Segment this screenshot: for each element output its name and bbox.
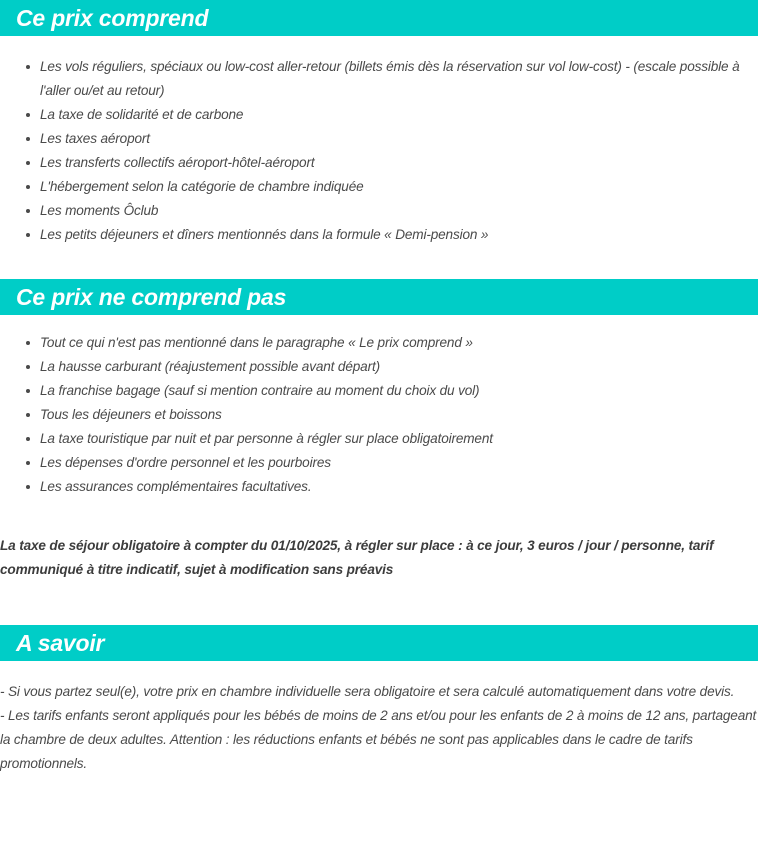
section-header-ce-prix-comprend: Ce prix comprend bbox=[0, 0, 758, 36]
section-a-savoir bbox=[0, 625, 758, 776]
list-item: Tous les déjeuners et boissons bbox=[0, 403, 758, 427]
good-to-know-paragraph: - Les tarifs enfants seront appliqués pour les bébés de moins de 2 ans et/ou pour les enfants de 2 à moins de 12 ans, partageant la chambre de deux adultes. Attention : les réductions enfants et bébés ne sont pas applicables dans le cadre de tarifs promotionnels. bbox=[0, 708, 757, 771]
list-item: Les petits déjeuners et dîners mentionnés dans la formule « Demi-pension » bbox=[0, 223, 758, 247]
list-item: La hausse carburant (réajustement possible avant départ) bbox=[0, 355, 758, 379]
list-item: L'hébergement selon la catégorie de chambre indiquée bbox=[0, 175, 758, 199]
list-item: Tout ce qui n'est pas mentionné dans le paragraphe « Le prix comprend » bbox=[0, 331, 758, 355]
section-spacer bbox=[0, 582, 758, 625]
list-item: La taxe touristique par nuit et par personne à régler sur place obligatoirement bbox=[0, 427, 758, 451]
good-to-know-paragraph: - Si vous partez seul(e), votre prix en chambre individuelle sera obligatoire et sera calculé automatiquement dans votre devis. bbox=[0, 684, 735, 699]
list-item: Les vols réguliers, spéciaux ou low-cost aller-retour (billets émis dès la réservation sur vol low-cost) - (escale possible à l'aller ou/et au retour) bbox=[0, 55, 758, 103]
good-to-know-wrapper bbox=[0, 661, 758, 776]
excluded-items-list bbox=[0, 331, 758, 499]
list-item: Les assurances complémentaires facultatives. bbox=[0, 475, 758, 499]
section-header-ce-prix-ne-comprend-pas: Ce prix ne comprend pas bbox=[0, 279, 758, 315]
excluded-list-wrapper bbox=[0, 315, 758, 499]
list-item: Les taxes aéroport bbox=[0, 127, 758, 151]
section-header-a-savoir: A savoir bbox=[0, 625, 758, 661]
section-ce-prix-ne-comprend-pas bbox=[0, 279, 758, 499]
list-item: La franchise bagage (sauf si mention contraire au moment du choix du vol) bbox=[0, 379, 758, 403]
section-spacer bbox=[0, 247, 758, 279]
list-item: Les transferts collectifs aéroport-hôtel-aéroport bbox=[0, 151, 758, 175]
section-ce-prix-comprend bbox=[0, 0, 758, 247]
tourist-tax-notice-wrapper bbox=[0, 499, 758, 582]
tourist-tax-notice: La taxe de séjour obligatoire à compter du 01/10/2025, à régler sur place : à ce jour, 3 euros / jour / personne, tarif communiqué à titre indicatif, sujet à modification sans préavis bbox=[0, 538, 714, 577]
list-item: Les moments Ôclub bbox=[0, 199, 758, 223]
list-item: La taxe de solidarité et de carbone bbox=[0, 103, 758, 127]
list-item: Les dépenses d'ordre personnel et les pourboires bbox=[0, 451, 758, 475]
included-list-wrapper bbox=[0, 36, 758, 247]
included-items-list bbox=[0, 55, 758, 247]
